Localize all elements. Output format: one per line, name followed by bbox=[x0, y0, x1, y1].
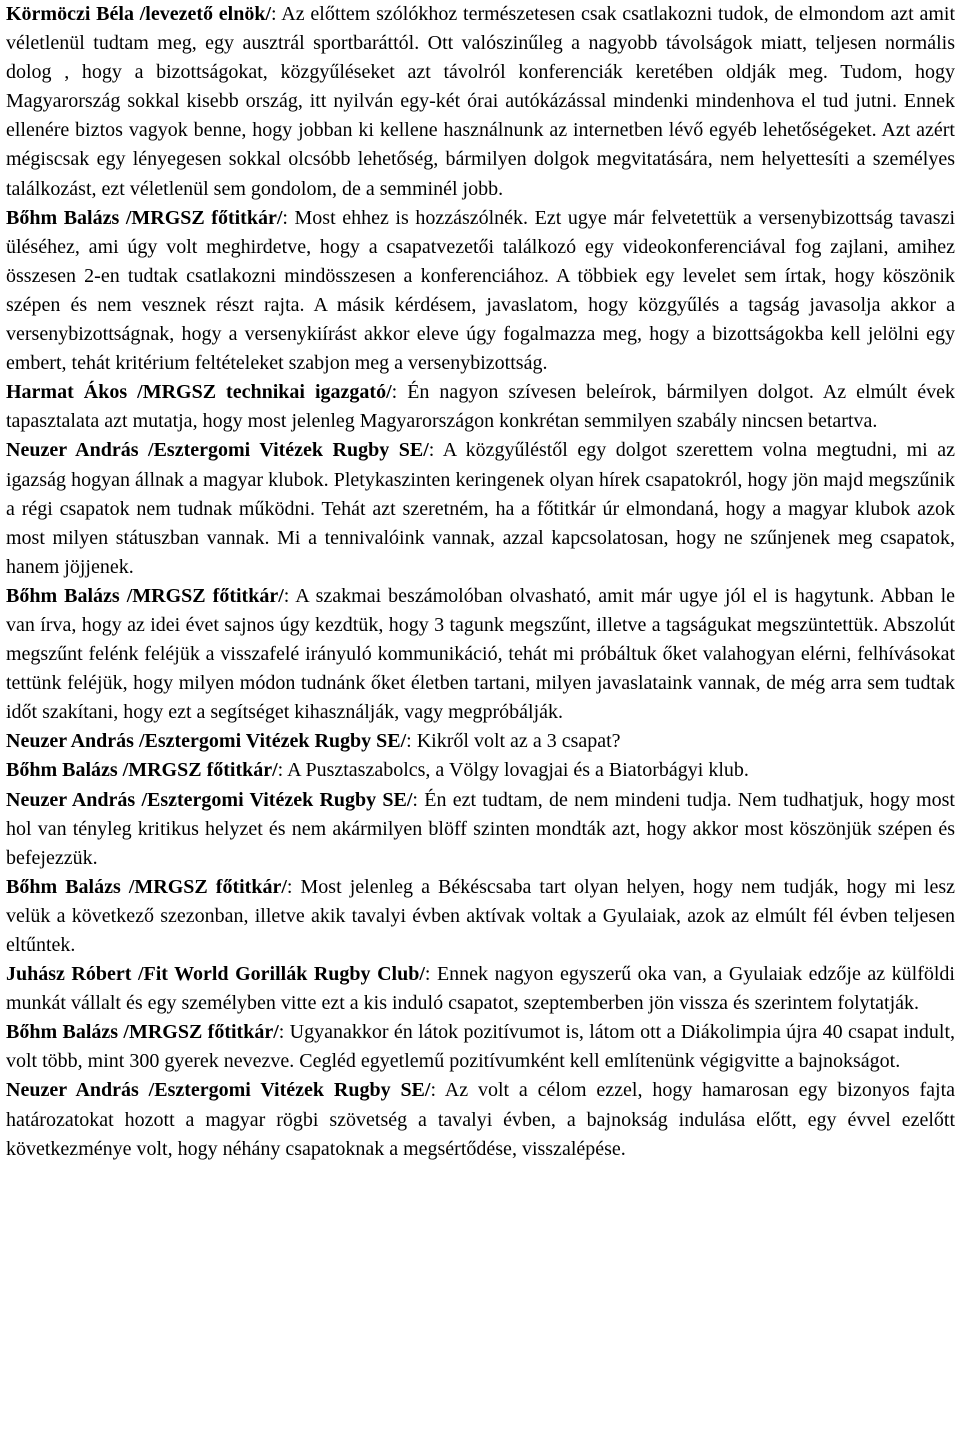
paragraph-text: : Én nagyon szívesen beleírok, bármilyen dolgot. Az elmúlt évek tapasztalata azt mutatja, hogy most jelenleg Magyarországon konkrétan semmilyen szabály nincsen betartva. bbox=[6, 381, 956, 433]
paragraph bbox=[6, 0, 955, 204]
paragraph-text: : Az előttem szólókhoz természetesen csak csatlakozni tudok, de elmondom azt amit véletlenül tudtam meg, egy ausztrál sportbaráttól. Ott valószinűleg a nagyobb távolságok miatt, teljesen normális dolog , hogy a bizottságokat, közgyűléseket azt távolról konferenciák keretében oldják meg. Tudom, hogy Magyarország sokkal kisebb ország, itt nyilván egy-két órai autókázással mindenki mindenhova el tud jutni. Ennek ellenére biztos vagyok benne, hogy jobban ki kellene használnunk az internetben lévő egyéb lehetőségeket. Azt azért mégiscsak egy lényegesen sokkal olcsóbb lehetőség, bármilyen dolgok megvitatására, nem helyettesíti a személyes találkozást, ezt véletlenül sem gondolom, de a semminél jobb. bbox=[6, 3, 955, 200]
paragraph-text: : Most ehhez is hozzászólnék. Ezt ugye már felvetettük a versenybizottság tavaszi üléséhez, ami úgy volt meghirdetve, hogy a csapatvezetői találkozó egy videokonferenciával fog zajlani, amihez összesen 2-en tudtak csatlakozni mindösszesen a konferenciához. A többiek egy levelet sem írtak, hogy köszönik szépen és nem vesznek részt rajta. A másik kérdésem, javaslatom, hogy közgyűlés a tagság javasolja akkor a versenybizottságnak, hogy a versenykiírást akkor eleve úgy fogalmazza meg, hogy a bizottságokba kell jelölni egy embert, tehát kritérium feltételeket szabjon meg a versenybizottság. bbox=[6, 206, 955, 375]
paragraph-text: : A közgyűléstől egy dolgot szerettem volna megtudni, mi az igazság hogyan állnak a magyar klubok. Pletykaszinten keringenek olyan hírek csapatokról, hogy jön majd megszűnik a régi csapatok nem tudnak működni. Tehát azt szeretném, ha a főtitkár úr elmondaná, hogy a magyar klubok azok most milyen státuszban vannak. Mi a tennivalóink vannak, azzal kapcsolatosan, hogy ne szűnjenek meg csapatok, hanem jöjjenek. bbox=[6, 439, 955, 578]
speaker-name: Bőhm Balázs /MRGSZ főtitkár/ bbox=[6, 584, 284, 607]
paragraph-text: : Kikről volt az a 3 csapat? bbox=[406, 730, 621, 753]
paragraph-text: : Ugyanakkor én látok pozitívumot is, látom ott a Diákolimpia újra 40 csapat indult, volt több, mint 300 gyerek nevezve. Cegléd egyetlemű pozitívumként kell említenünk végigvitte a bajnokságot. bbox=[6, 1021, 955, 1073]
speaker-name: Bőhm Balázs /MRGSZ főtitkár/ bbox=[6, 206, 283, 229]
paragraph bbox=[6, 727, 955, 756]
paragraph bbox=[6, 873, 955, 960]
paragraph-text: : Én ezt tudtam, de nem mindeni tudja. Nem tudhatjuk, hogy most hol van tényleg kritikus helyzet és nem akármilyen blöff szinten mondták azt, hogy akkor most köszönjük szépen és befejezzük. bbox=[6, 788, 955, 869]
speaker-name: Bőhm Balázs /MRGSZ főtitkár/ bbox=[6, 1021, 279, 1044]
paragraph-text: : Most jelenleg a Békéscsaba tart olyan helyen, hogy nem tudják, hogy mi lesz velük a következő szezonban, illetve akik tavalyi évben aktívak voltak a Gyulaiak, azok az elmúlt fél évben teljesen eltűntek. bbox=[6, 875, 955, 956]
paragraph bbox=[6, 436, 955, 581]
speaker-name: Neuzer András /Esztergomi Vitézek Rugby SE/ bbox=[6, 730, 407, 753]
paragraph-text: : Az volt a célom ezzel, hogy hamarosan egy bizonyos fajta határozatokat hozott a magyar rögbi szövetség a tavalyi évben, a bajnokság indulása előtt, egy évvel ezelőtt következménye volt, hogy néhány csapatoknak a megsértődése, visszalépése. bbox=[6, 1079, 955, 1160]
paragraph bbox=[6, 1076, 955, 1163]
speaker-name: Neuzer András /Esztergomi Vitézek Rugby SE/ bbox=[6, 439, 429, 462]
speaker-name: Bőhm Balázs /MRGSZ főtitkár/ bbox=[6, 759, 278, 782]
paragraph bbox=[6, 378, 955, 436]
paragraph bbox=[6, 204, 955, 379]
paragraph-text: : A Pusztaszabolcs, a Völgy lovagjai és a Biatorbágyi klub. bbox=[277, 759, 749, 782]
paragraph-text: : A szakmai beszámolóban olvasható, amit már ugye jól el is hagytunk. Abban le van írva, hogy az idei évet sajnos úgy kezdtük, hogy 3 tagunk megszűnt, illetve a tagságukat megszüntettük. Abszolút megszűnt felénk feléjük a visszafelé irányuló kommunikáció, tehát mi próbáltuk őket valahogyan elérni, felhívásokat tettünk feléjük, hogy milyen módon tudnánk őket életben tartani, milyen javaslataink vannak, de még arra sem tudtak időt szakítani, hogy ezt a segítséget kihasználják, vagy megpróbálják. bbox=[6, 584, 955, 724]
speaker-name: Neuzer András /Esztergomi Vitézek Rugby SE/ bbox=[6, 788, 413, 811]
speaker-name: Juhász Róbert /Fit World Gorillák Rugby Club/ bbox=[6, 963, 425, 986]
speaker-name: Neuzer András /Esztergomi Vitézek Rugby SE/ bbox=[6, 1079, 431, 1102]
speaker-name: Körmöczi Béla /levezető elnök/ bbox=[6, 3, 272, 25]
paragraph bbox=[6, 786, 955, 873]
paragraph bbox=[6, 756, 955, 785]
speaker-name: Harmat Ákos /MRGSZ technikai igazgató/ bbox=[6, 381, 392, 404]
paragraph bbox=[6, 582, 955, 727]
speaker-name: Bőhm Balázs /MRGSZ főtitkár/ bbox=[6, 875, 287, 898]
paragraph bbox=[6, 1018, 955, 1076]
paragraph-text: : Ennek nagyon egyszerű oka van, a Gyulaiak edzője az külföldi munkát vállalt és egy személyben vitte ezt a kis induló csapatot, szeptemberben jön vissza és szerintem folytatják. bbox=[6, 963, 955, 1015]
paragraph bbox=[6, 960, 955, 1018]
